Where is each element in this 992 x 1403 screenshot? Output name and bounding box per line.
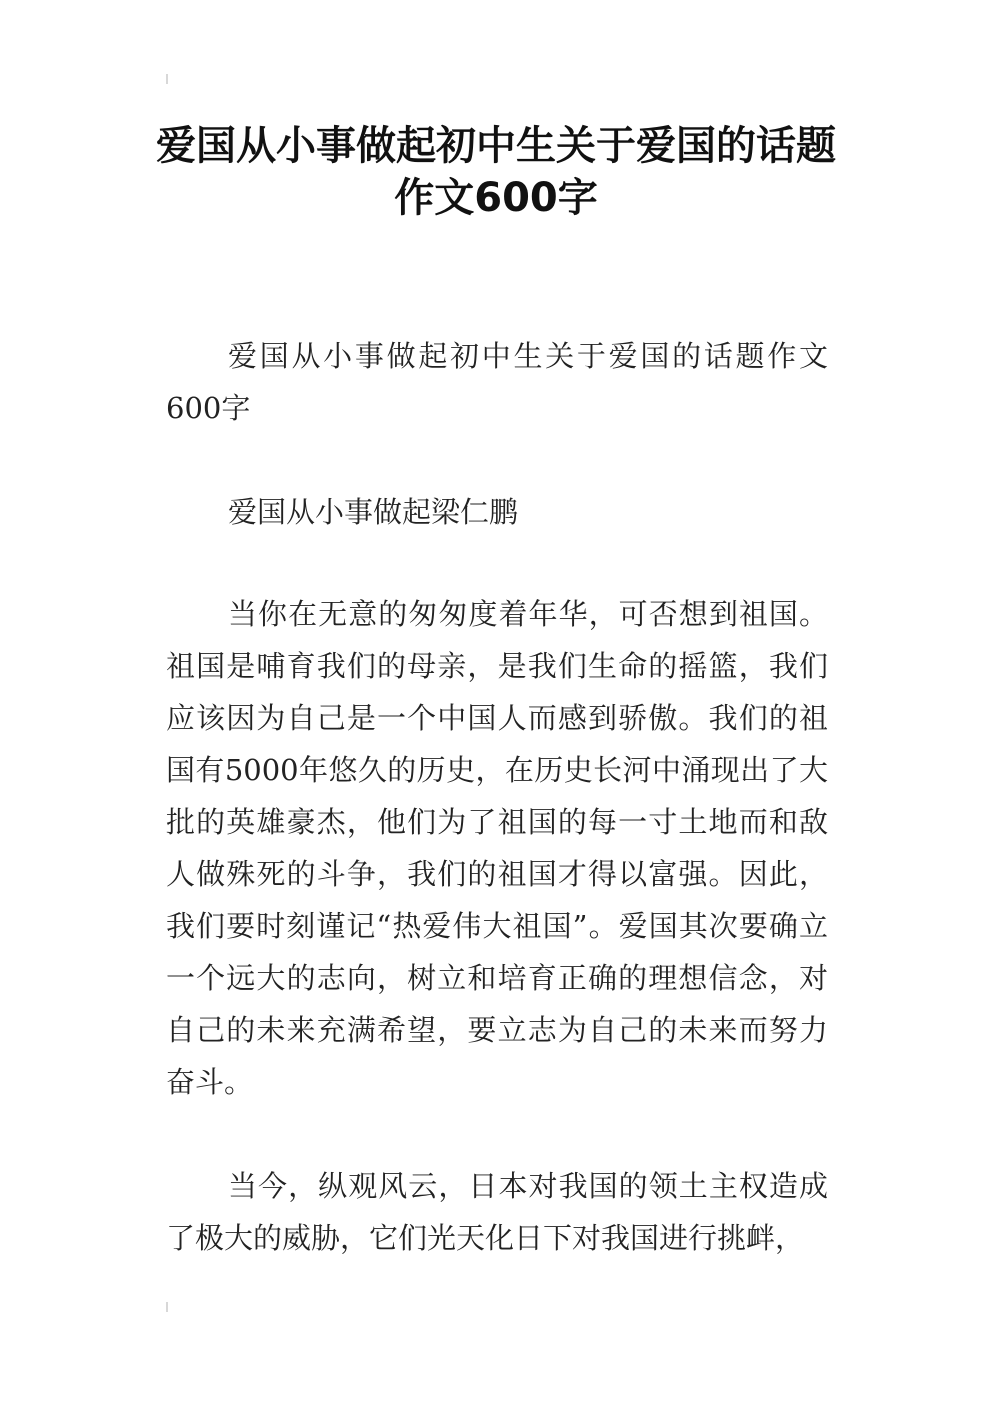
document-title: 爱国从小事做起初中生关于爱国的话题作文600字: [156, 123, 836, 221]
paragraph-subtitle: 爱国从小事做起初中生关于爱国的话题作文600字: [166, 339, 828, 425]
paragraph-author-line: 爱国从小事做起梁仁鹏: [228, 495, 519, 529]
page-corner-mark-top: [166, 74, 168, 84]
page-corner-mark-bottom: [166, 1302, 168, 1312]
paragraph-body-1: 当你在无意的匆匆度着年华，可否想到祖国。祖国是哺育我们的母亲，是我们生命的摇篮，我们应该因为自己是一个中国人而感到骄傲。我们的祖国有5000年悠久的历史，在历史长河中涌现出了大批的英雄豪杰，他们为了祖国的每一寸土地而和敌人做殊死的斗争，我们的祖国才得以富强。因此，我们要时刻谨记“热爱伟大祖国”。爱国其次要确立一个远大的志向，树立和培育正确的理想信念，对自己的未来充满希望，要立志为自己的未来而努力奋斗。: [166, 597, 828, 1099]
paragraph-body-2: 当今，纵观风云，日本对我国的领土主权造成了极大的威胁，它们光天化日下对我国进行挑衅，: [166, 1169, 828, 1255]
